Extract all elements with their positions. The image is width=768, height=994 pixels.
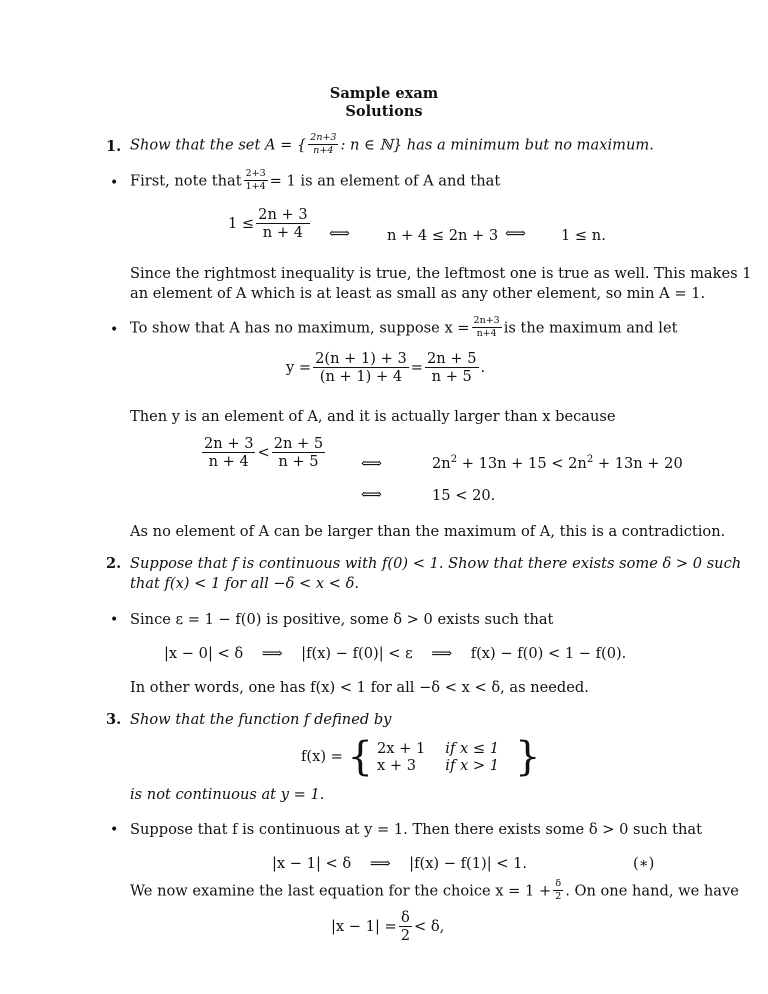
page-title: Sample exam xyxy=(329,85,439,102)
problem-3-question-line1: Show that the function f defined by xyxy=(130,711,392,728)
p3-piecewise: f(x) = { 2x + 1 if x ≤ 1 x + 3 if x > 1 } xyxy=(301,734,541,780)
problem-2-number: 2. xyxy=(106,555,122,572)
problem-3-question-line2: is not continuous at y = 1. xyxy=(130,786,325,803)
problem-1-question: Show that the set A = { $\frac{2n+3}{n+4}$ : n ∈ ℕ} has a minimum but no maximum. xyxy=(130,132,654,156)
page-subtitle: Solutions xyxy=(345,103,423,120)
bullet-icon: • xyxy=(110,322,119,338)
p1-s2-line3: As no element of A can be larger than the maximum of A, this is a contradiction. xyxy=(130,523,726,540)
p3-eq1-tag: (∗) xyxy=(633,855,655,872)
p1-eq1-iff2: ⟺ xyxy=(505,225,526,242)
p1-s2-line2: Then y is an element of A, and it is actually larger than x because xyxy=(130,408,616,425)
problem-3-number: 3. xyxy=(106,711,122,728)
p1-eq1: 1 ≤ $\frac{2n + 3}{n + 4}$ xyxy=(228,206,308,242)
bullet-icon: • xyxy=(110,612,119,628)
p2-eq: |x − 0| < δ ⟹ |f(x) − f(0)| < ε ⟹ f(x) − f(0) < 1 − f(0). xyxy=(164,645,627,662)
p1-s2-line1: To show that A has no maximum, suppose x = $\frac{2n+3}{n+4}$ is the maximum and let xyxy=(130,315,678,339)
p1-s1-line2: Since the rightmost inequality is true, the leftmost one is true as well. This makes 1 xyxy=(130,265,752,282)
bullet-icon: • xyxy=(110,175,119,191)
p3-s-line2: We now examine the last equation for the choice x = 1 + $\frac{\delta}{2}$ . On one hand, we have xyxy=(130,878,739,902)
p1-eq3-left: $\frac{2n + 3}{n + 4}$ < $\frac{2n + 5}{n + 5}$ xyxy=(204,435,324,471)
p1-eq1-iff1: ⟺ xyxy=(329,225,350,242)
p1-eq3-iff1: ⟺ xyxy=(361,455,382,472)
problem-1-number: 1. xyxy=(106,138,122,155)
p2-s-line1: Since ε = 1 − f(0) is positive, some δ > 0 exists such that xyxy=(130,611,554,628)
p1-eq3-r2: 15 < 20. xyxy=(432,487,496,504)
problem-2-question-line1: Suppose that f is continuous with f(0) < 1. Show that there exists some δ > 0 such xyxy=(130,555,742,572)
p1-eq1-mid: n + 4 ≤ 2n + 3 xyxy=(387,227,499,244)
p3-eq1: |x − 1| < δ ⟹ |f(x) − f(1)| < 1. xyxy=(272,855,528,872)
p1-eq2: y = $\frac{2(n + 1) + 3}{(n + 1) + 4}$ = $\frac{2n + 5}{n + 5}$ . xyxy=(286,350,486,386)
p1-eq3-r1: $2n^2 + 13n + 15 < 2n^2 + 13n + 20$ xyxy=(432,454,683,472)
p1-s1-line1: First, note that $\frac{2+3}{1+4}$ = 1 is an element of A and that xyxy=(130,168,501,192)
p3-s-line1: Suppose that f is continuous at y = 1. Then there exists some δ > 0 such that xyxy=(130,821,702,838)
p1-eq1-right: 1 ≤ n. xyxy=(561,227,606,244)
p1-s1-line3: an element of A which is at least as small as any other element, so min A = 1. xyxy=(130,285,706,302)
p1-eq3-iff2: ⟺ xyxy=(361,486,382,503)
problem-2-question-line2: that f(x) < 1 for all −δ < x < δ. xyxy=(130,575,360,592)
bullet-icon: • xyxy=(110,822,119,838)
p2-s-line2: In other words, one has f(x) < 1 for all −δ < x < δ, as needed. xyxy=(130,679,589,696)
p3-eq2: |x − 1| = $\frac{\delta}{2}$ < δ, xyxy=(331,909,445,945)
